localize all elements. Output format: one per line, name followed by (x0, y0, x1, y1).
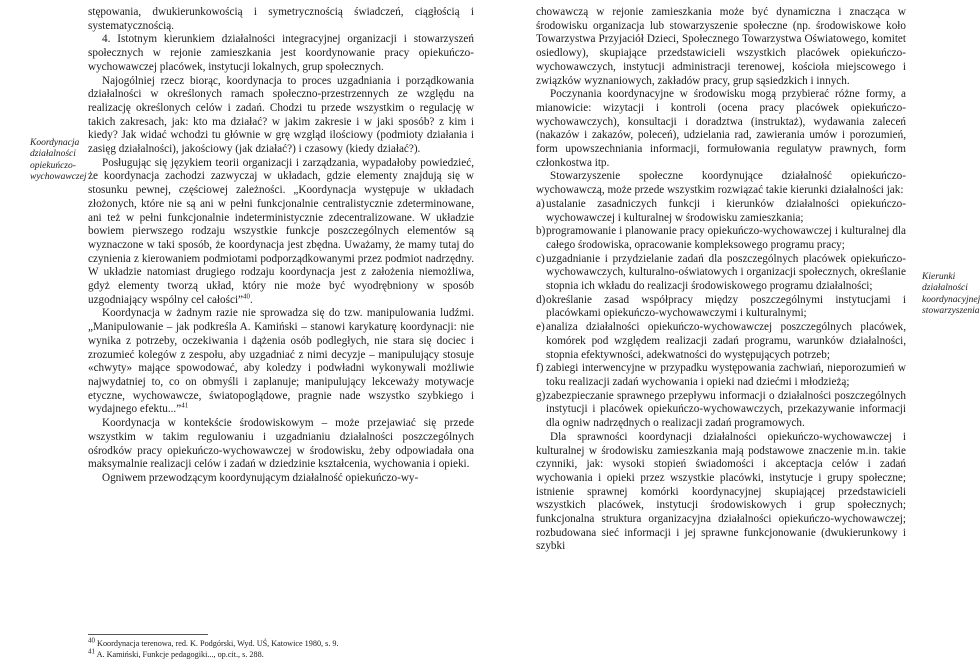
paragraph: stępowania, dwukierunkowością i symetrycznością świadczeń, ciągłością i systematycznością. (88, 6, 474, 32)
list-item (536, 225, 906, 252)
list-marker: d) (536, 293, 546, 306)
left-text-column (88, 6, 474, 486)
list-marker: b) (536, 225, 546, 238)
paragraph: 4. Istotnym kierunkiem działalności integracyjnej organizacji i stowarzyszeń społecznych w rejonie zamieszkania jest koordynowanie pracy opiekuńczo-wychowawczej placówek, instytucji lokalnych, grup społecznych. (88, 33, 474, 73)
footnote-ref: 40 (243, 292, 251, 301)
list-marker: a) (536, 197, 545, 210)
paragraph-text: Posługując się językiem teorii organizacji i zarządzania, wypadałoby powiedzieć, że koordynacja zachodzi zazwyczaj w układach, gdzie elementy znajdują się w stosunku pewnej, częściowej zależności. „Koordynacja występuje w układach złożonych, które nie są ani w pełni funkcjonalnie centralistycznie zdeterminowane, ani też w pełni funkcjonalnie indeterministycznie zdecentralizowane. W układzie bowiem pierwszego rodzaju wszystkie funkcje poszczególnych elementów są wyznaczone w taki sposób, że koordynacja jest zbędna. Uważamy, że mamy tutaj do czynienia z kierowaniem podmiotami podporządkowanymi przez podmiot nadrzędny. W układzie natomiast drugiego rodzaju koordynacja jest z założenia niemożliwa, gdyż elementy tworzą układ, który nie może być wyodrębniony w sposób uzgodniający wspólny cel całości” (88, 156, 474, 306)
list-item-text: zabezpieczanie sprawnego przepływu informacji o działalności poszczególnych instytucji i placówek opiekuńczo-wychowawczych, przekazywanie informacji dla ogniw nadrzędnych o realizacji zadań programowych. (546, 389, 906, 430)
directions-list (536, 198, 906, 431)
paragraph-with-footnote (88, 307, 474, 417)
footnote-divider (88, 634, 208, 635)
paragraph-with-footnote: Posługując się językiem teorii organizacji i zarządzania, wypadałoby powiedzieć, że koordynacja zachodzi zazwyczaj w układach, gdzie elementy znajdują się w stosunku pewnej, częściowej zależności. „Koordynacja występuje w układach złożonych, które nie są ani w pełni funkcjonalnie centralistycznie zdeterminowane, ani też w pełni funkcjonalnie indeterministycznie zdecentralizowane. W układzie bowiem pierwszego rodzaju wszystkie funkcje poszczególnych elementów są wyznaczone w taki sposób, że koordynacja jest zbędna. Uważamy, że mamy tutaj do czynienia z kierowaniem podmiotami podporządkowanymi przez podmiot nadrzędny. W układzie natomiast drugiego rodzaju koordynacja jest z założenia niemożliwa, gdyż elementy tworzą układ, który nie może być wyodrębniony w sposób uzgodniający wspólny cel całości”$^{40}$. (88, 156, 474, 306)
footnote-ref: 41 (181, 401, 189, 410)
paragraph: Poczynania koordynacyjne w środowisku mogą przybierać różne formy, a mianowicie: wizytacji i kontroli (ocena pracy placówek opiekuńczo-wychowawczych), konsultacji i doradztwa (instruktaż), wydawania zaleceń (nakazów i zakazów, poleceń), udzielania rad, zawierania umów i porozumień, form upowszechniania informacji, formułowania regulatyw prawnych, form członkostwa itp. (536, 88, 906, 169)
list-item-text: ustalanie zasadniczych funkcji i kierunków działalności opiekuńczo-wychowawczej i kulturalnej w środowisku zamieszkania; (546, 197, 906, 224)
list-marker: g) (536, 389, 546, 402)
left-page (0, 0, 488, 670)
list-item (536, 253, 906, 294)
footnote-number: 41 (88, 647, 95, 656)
list-item (536, 321, 906, 362)
margin-note: Koordynacja działalności opiekuńczo-wychowawczej (30, 138, 87, 183)
margin-note: Kierunki działalności koordynacyjnej stowarzyszenia (922, 272, 980, 317)
paragraph: Najogólniej rzecz biorąc, koordynacja to proces uzgadniania i porządkowania działalności w określonych ramach społeczno-przestrzennych ze względu na realizację określonych celów i zadań. Chodzi tu przede wszystkim o regulację w takich zakresach, jak: kto ma działać? w jakim zakresie i w jaki sposób? z kim i kiedy? Jak widać wchodzi tu głównie w grę wzgląd ilościowy (podmioty działania i zasięg działalności), jakościowy (jak działać?) i czasowy (kiedy działać?). (88, 74, 474, 156)
list-item (536, 294, 906, 321)
paragraph: chowawczą w rejonie zamieszkania może być dynamiczna i znacząca w środowisku organizacja lub stowarzyszenie społeczne (np. środowiskowe koło Towarzystwa Przyjaciół Dzieci, Społecznego Towarzystwa Oświatowego, komitet osiedlowy), skupiające przedstawicieli wszystkich placówek opiekuńczo-wychowawczych, instytucji administracji terenowej, kościoła miejscowego i związków wyznaniowych, zakładów pracy, grup sąsiedzkich i innych. (536, 6, 906, 87)
right-page (488, 0, 980, 670)
list-item (536, 390, 906, 431)
list-item-text: uzgadnianie i przydzielanie zadań dla poszczególnych placówek opiekuńczo-wychowawczych, kulturalno-oświatowych i organizacji społecznych, określanie stopnia ich wkładu do realizacji środowiskowego programu działalności; (546, 252, 906, 293)
footnote-number: 40 (88, 636, 95, 645)
list-item-text: zabiegi interwencyjne w przypadku występowania zachwiań, nieporozumień w toku realizacji zadań wychowania i opieki nad dziećmi i młodzieżą; (546, 362, 906, 388)
list-marker: e) (536, 321, 545, 334)
footnote (88, 638, 474, 649)
paragraph: Koordynacja w kontekście środowiskowym – może przejawiać się przede wszystkim w takim regulowaniu i uzgadnianiu działalności poszczególnych ośrodków pracy opiekuńczo-wychowawczej w środowisku, żeby odpowiadała ona maksymalnie realizacji celów i zadań w dziedzinie kształcenia, wychowania i opieki. (88, 417, 474, 471)
list-item (536, 362, 906, 389)
list-marker: f) (536, 362, 544, 375)
paragraph: Ogniwem przewodzącym koordynującym działalność opiekuńczo-wy- (102, 471, 419, 484)
paragraph: Dla sprawności koordynacji działalności opiekuńczo-wychowawczej i kulturalnej w środowisku zamieszkania mają podstawowe znaczenie m.in. takie czynniki, jak: wysoki stopień świadomości i akceptacja celów i zadań wychowania i opieki przez wszystkie placówki, instytucje i grupy społeczne; istnienie sprawnej komórki koordynacyjnej skupiającej przedstawicieli wszystkich placówek, instytucji środowiskowych i grup społecznych; funkcjonalna struktura organizacyjna działalności opiekuńczo-wychowawczej; rozbudowana sieć informacji i jej sprawne funkcjonowanie (dwukierunkowy i szybki (536, 430, 906, 553)
footnotes (88, 638, 474, 660)
footnote (88, 649, 474, 660)
paragraph-text: Koordynacja w żadnym razie nie sprowadza się do tzw. manipulowania ludźmi. „Manipulowanie – jak podkreśla A. Kamiński – stanowi karykaturę koordynacji: nie wynika z potrzeby, oczekiwania i dążenia osób podległych, nie stara się dociec i zrozumieć kolegów z zespołu, aby uzgadniać z nimi decyzje – manipulujący stosuje «chwyty» mające spowodować, aby koledzy i podwładni wykonywali możliwie najwydatniej to, co on obmyśli i zaplanuje; manipulujący lekceważy motywacje etyczne, wychowawcze, światopoglądowe, pragnie nade wszystko szybkiego i wydajnego efektu...” (88, 307, 474, 416)
paragraph: Stowarzyszenie społeczne koordynujące działalność opiekuńczo-wychowawczą, może przede wszystkim rozwiązać takie kierunki działalności jak: (536, 170, 906, 197)
footnote-text: A. Kamiński, Funkcje pedagogiki..., op.cit., s. 288. (96, 650, 264, 659)
right-text-column (536, 6, 906, 554)
list-item (536, 198, 906, 225)
list-item-text: analiza działalności opiekuńczo-wychowawczej poszczególnych placówek, komórek pod względem realizacji zadań programu, warunków działalności, stopnia efektywności, adekwatności do występujących potrzeb; (546, 321, 906, 361)
list-item-text: programowanie i planowanie pracy opiekuńczo-wychowawczej i kulturalnej dla całego środowiska, opracowanie kompleksowego programu pracy; (546, 225, 906, 251)
list-marker: c) (536, 252, 545, 265)
list-item-text: określanie zasad współpracy między poszczególnymi instytucjami i placówkami opiekuńczo-wychowawczymi i kulturalnymi; (546, 293, 906, 320)
footnote-text: Koordynacja terenowa, red. K. Podgórski, Wyd. UŚ, Katowice 1980, s. 9. (97, 639, 339, 648)
